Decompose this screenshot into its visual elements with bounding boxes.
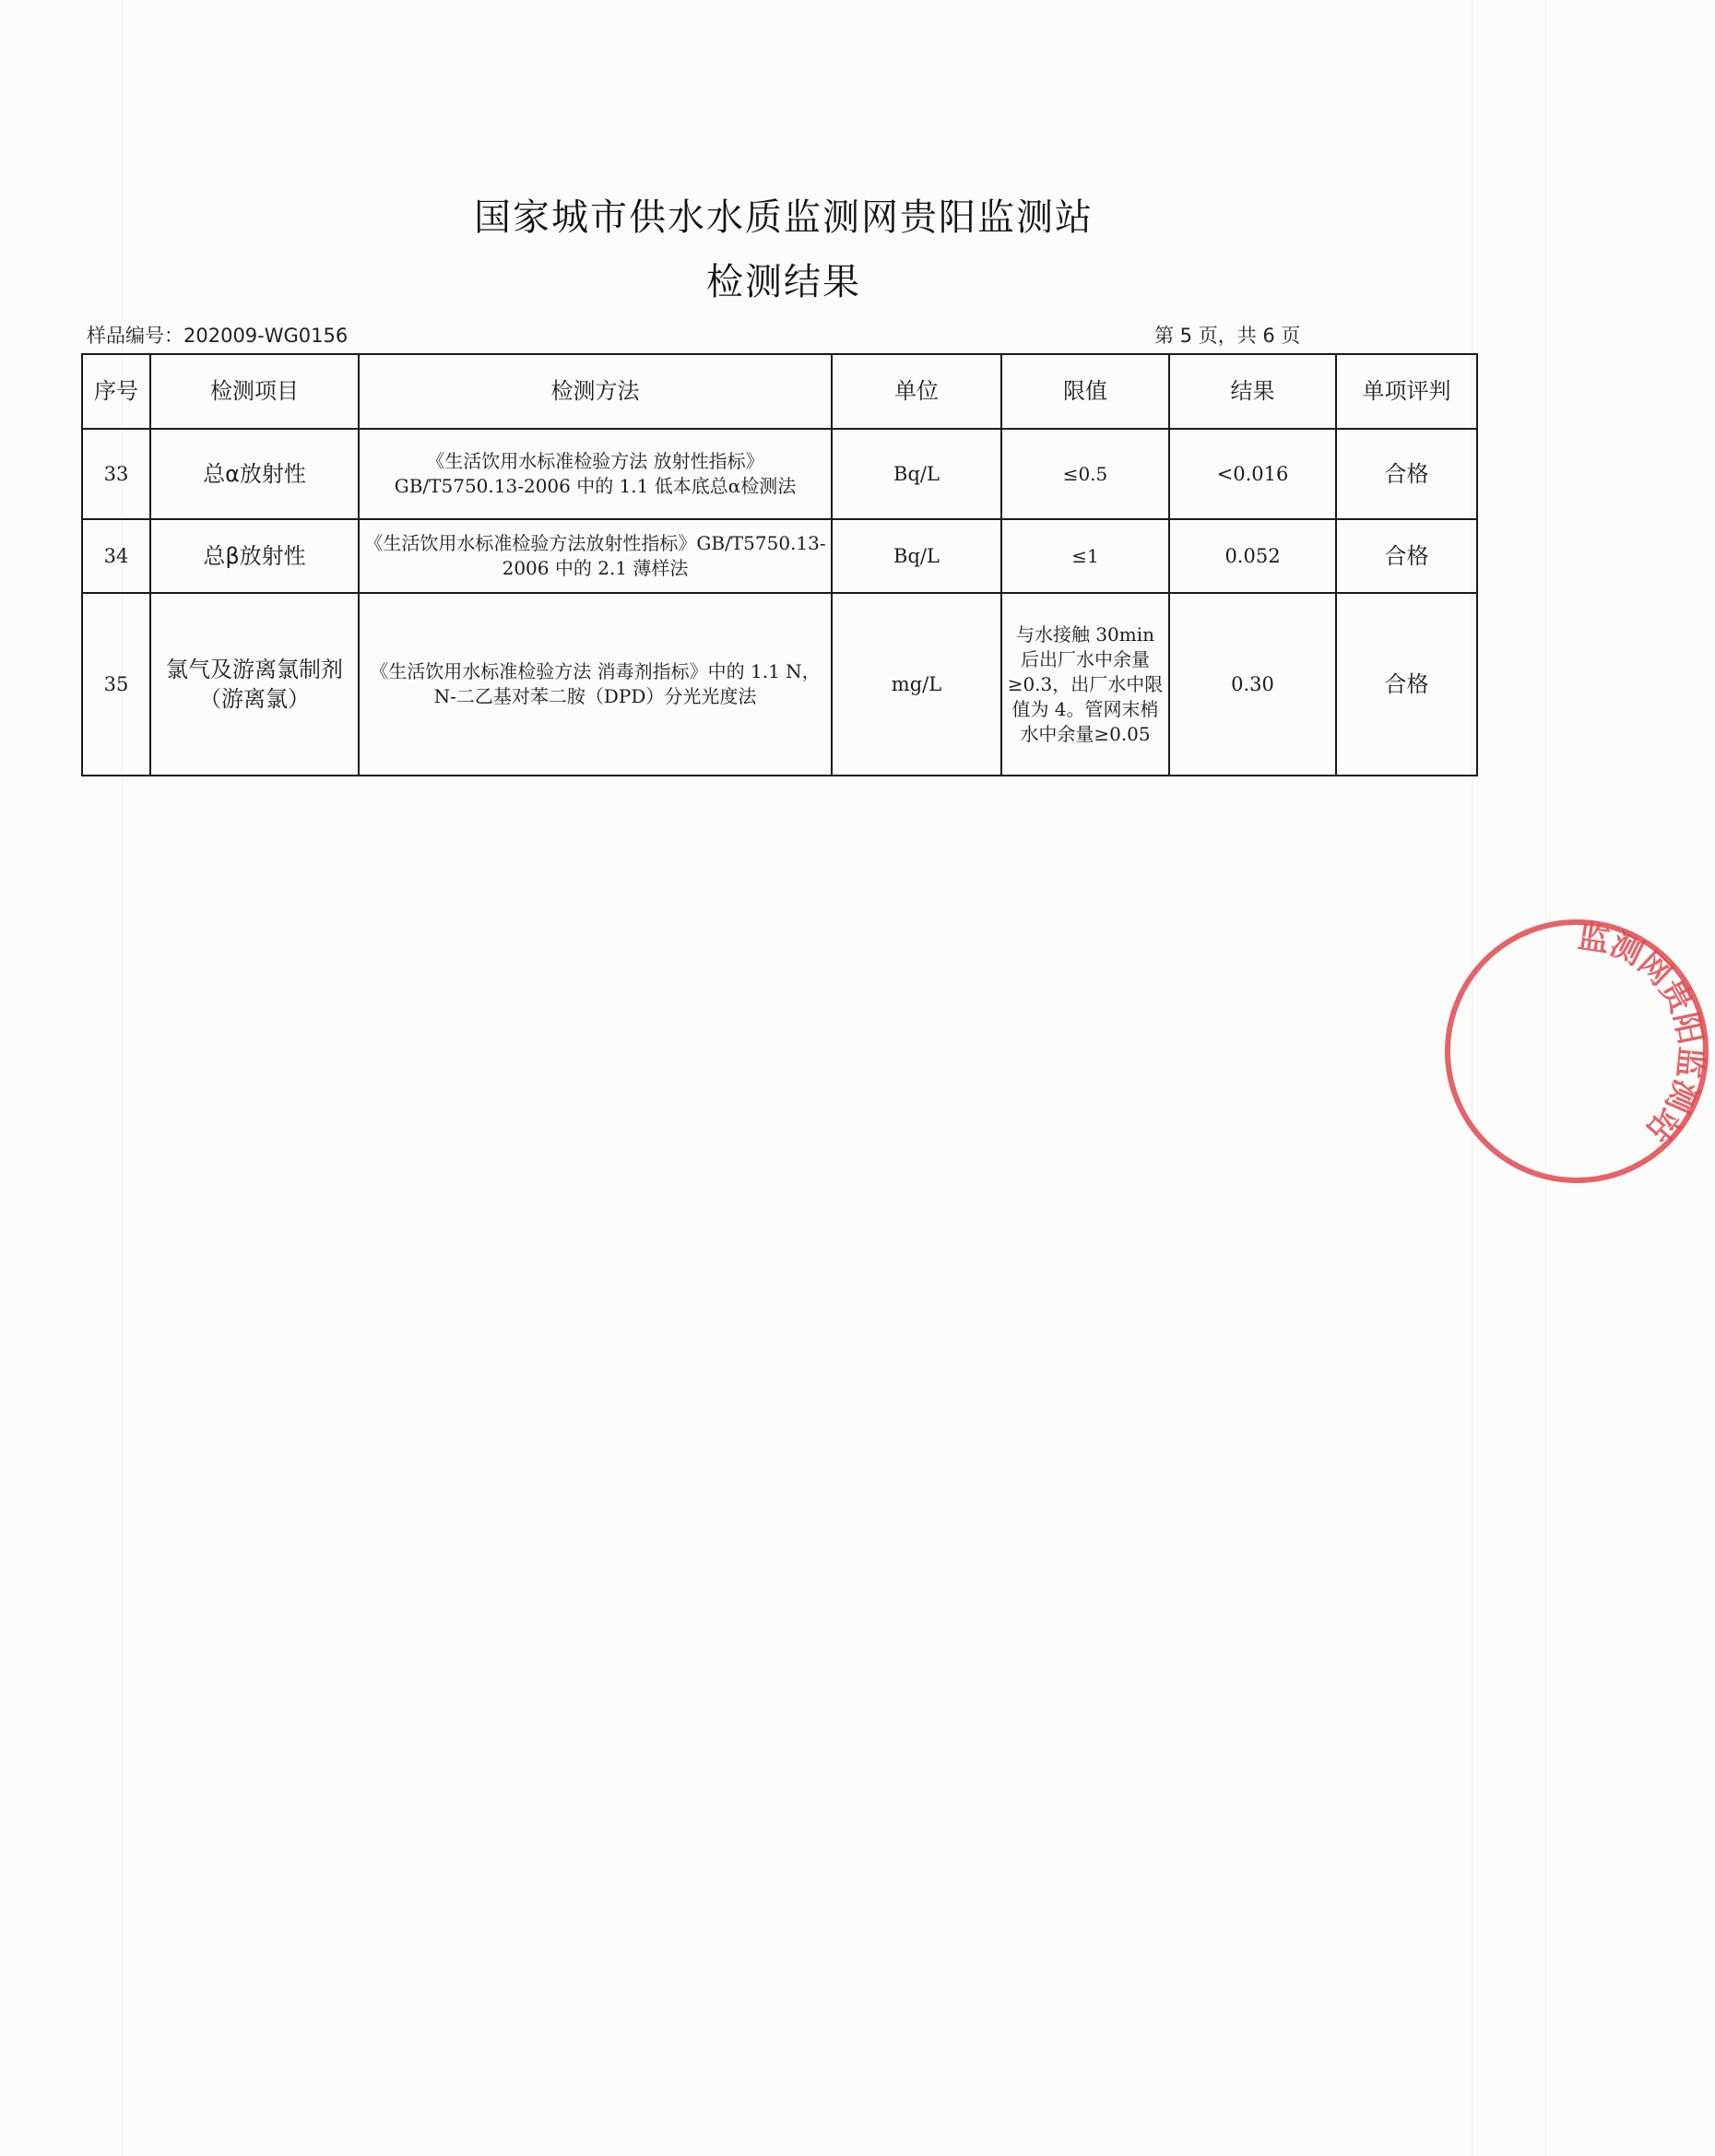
column-header-item: 检测项目 <box>150 354 359 429</box>
cell-result: 0.052 <box>1169 519 1336 593</box>
cell-item: 总α放射性 <box>150 429 359 519</box>
official-seal-stamp <box>1438 913 1715 1190</box>
seal-text: 监测网贵阳监测站 <box>1575 918 1709 1149</box>
cell-item: 总β放射性 <box>150 519 359 593</box>
column-header-no: 序号 <box>82 354 150 429</box>
table-row <box>82 429 1477 519</box>
cell-unit: mg/L <box>832 593 1001 776</box>
cell-unit: Bq/L <box>832 429 1001 519</box>
cell-no: 34 <box>82 519 150 593</box>
cell-method: 《生活饮用水标准检验方法 消毒剂指标》中的 1.1 N，N-二乙基对苯二胺（DPD）分光光度法 <box>359 593 832 776</box>
cell-result: 0.30 <box>1169 593 1336 776</box>
cell-method: 《生活饮用水标准检验方法 放射性指标》GB/T5750.13-2006 中的 1.1 低本底总α检测法 <box>359 429 832 519</box>
column-header-limit: 限值 <box>1001 354 1169 429</box>
sample-number: 样品编号：202009-WG0156 <box>87 325 349 347</box>
table-header-row <box>82 354 1477 429</box>
cell-limit: ≤0.5 <box>1001 429 1169 519</box>
document-title: 检测结果 <box>706 261 861 303</box>
column-header-unit: 单位 <box>832 354 1001 429</box>
cell-verdict: 合格 <box>1336 593 1477 776</box>
table-row <box>82 519 1477 593</box>
cell-verdict: 合格 <box>1336 519 1477 593</box>
page-info: 第 5 页，共 6 页 <box>1154 325 1301 347</box>
cell-no: 35 <box>82 593 150 776</box>
cell-item: 氯气及游离氯制剂（游离氯） <box>150 593 359 776</box>
results-table <box>81 353 1478 776</box>
cell-limit: ≤1 <box>1001 519 1169 593</box>
cell-limit: 与水接触 30min 后出厂水中余量≥0.3，出厂水中限值为 4。管网末梢水中余量≥0.05 <box>1001 593 1169 776</box>
table-row <box>82 593 1477 776</box>
cell-unit: Bq/L <box>832 519 1001 593</box>
cell-no: 33 <box>82 429 150 519</box>
column-header-verdict: 单项评判 <box>1336 354 1477 429</box>
cell-result: <0.016 <box>1169 429 1336 519</box>
column-header-method: 检测方法 <box>359 354 832 429</box>
org-title: 国家城市供水水质监测网贵阳监测站 <box>474 196 1094 239</box>
column-header-result: 结果 <box>1169 354 1336 429</box>
cell-method: 《生活饮用水标准检验方法放射性指标》GB/T5750.13-2006 中的 2.1 薄样法 <box>359 519 832 593</box>
cell-verdict: 合格 <box>1336 429 1477 519</box>
